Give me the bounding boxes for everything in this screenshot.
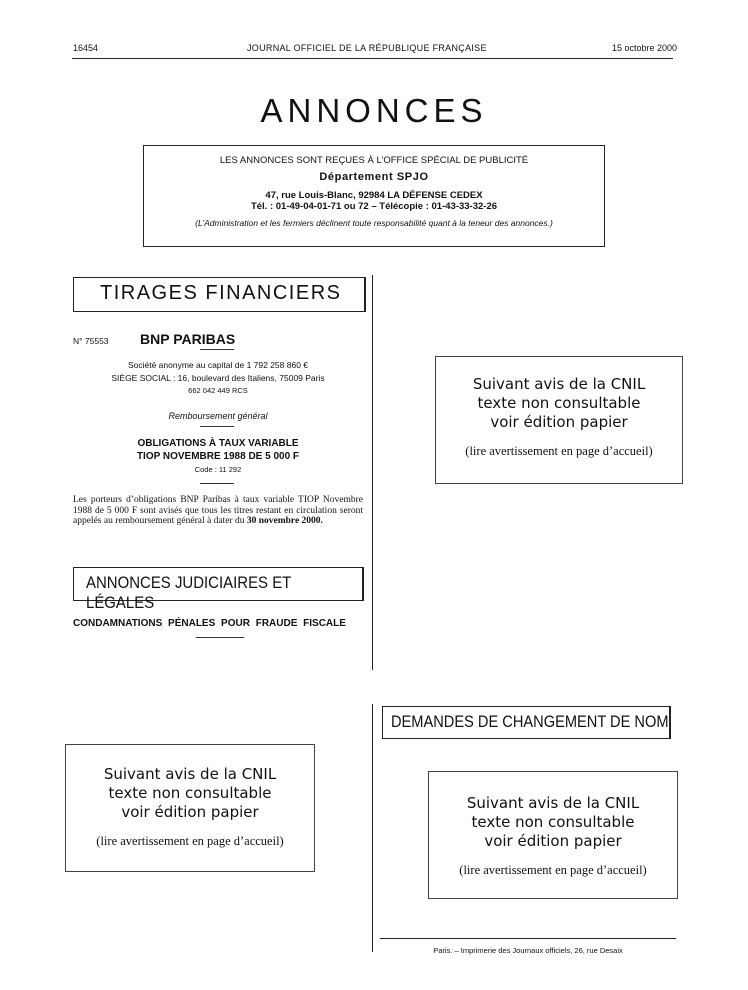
separator <box>200 483 234 484</box>
cnil-line-2: texte non consultable <box>471 813 635 831</box>
cnil-line-2: texte non consultable <box>108 784 272 802</box>
bond-title <box>73 438 363 474</box>
notice-number: N° 75553 <box>73 336 109 346</box>
section-title: TIRAGES FINANCIERS <box>100 282 342 304</box>
section-title: ANNONCES JUDICIAIRES ET LÉGALES <box>86 573 292 612</box>
printer-footer: Paris. – Imprimerie des Journaux officiels, 26, rue Desaix <box>433 946 623 955</box>
bond-issue: TIOP NOVEMBRE 1988 DE 5 000 F <box>136 451 300 462</box>
info-line: LES ANNONCES SONT REÇUES À L’OFFICE SPÉCIAL DE PUBLICITÉ <box>219 155 529 166</box>
cnil-line-3: voir édition papier <box>121 803 259 821</box>
capital-line: Société anonyme au capital de 1 792 258 860 € <box>127 360 309 370</box>
separator <box>200 349 234 350</box>
cnil-note: (lire avertissement en page d’accueil) <box>96 834 284 848</box>
section-heading-changement-nom <box>382 706 671 739</box>
advertising-office-box <box>143 145 605 247</box>
cnil-line-1: Suivant avis de la CNIL <box>466 794 640 812</box>
cnil-line-3: voir édition papier <box>490 413 628 431</box>
department-name: Département SPJO <box>319 171 429 183</box>
cnil-notice <box>428 771 678 899</box>
notice-body <box>73 495 363 527</box>
head-office-line: SIÈGE SOCIAL : 16, boulevard des Italiens, 75009 Paris <box>111 373 325 383</box>
section-title: DEMANDES DE CHANGEMENT DE NOM <box>391 712 669 731</box>
cnil-notice <box>65 744 315 872</box>
column-divider <box>372 275 373 670</box>
bond-type: OBLIGATIONS À TAUX VARIABLE <box>137 438 299 449</box>
cnil-note: (lire avertissement en page d’accueil) <box>465 444 653 458</box>
page-title: ANNONCES <box>260 92 488 129</box>
notice-type: Remboursement général <box>168 411 268 421</box>
office-phones: Tél. : 01-49-04-01-71 ou 72 – Télécopie : 01-43-33-32-26 <box>250 201 498 212</box>
company-details <box>73 360 363 395</box>
cnil-note: (lire avertissement en page d’accueil) <box>459 863 647 877</box>
rcs-line: 662 042 449 RCS <box>188 386 248 395</box>
journal-title: JOURNAL OFFICIEL DE LA RÉPUBLIQUE FRANÇAISE <box>247 43 487 53</box>
notice-text: Les porteurs d’obligations BNP Paribas à taux variable TIOP Novembre 1988 de 5 000 F sont avisés que tous les titres restant en circulation seront appelés au remboursement général à dater du <box>73 495 363 526</box>
subsection-title: CONDAMNATIONS PÉNALES POUR FRAUDE FISCALE <box>73 618 346 629</box>
separator <box>196 637 244 638</box>
notice-date: 30 novembre 2000. <box>246 516 323 526</box>
cnil-line-3: voir édition papier <box>484 832 622 850</box>
cnil-line-1: Suivant avis de la CNIL <box>103 765 277 783</box>
section-heading-judiciaires <box>73 567 364 612</box>
issue-date: 15 octobre 2000 <box>612 43 678 53</box>
separator <box>200 426 234 427</box>
bond-code: Code : 11 292 <box>194 465 242 474</box>
cnil-line-1: Suivant avis de la CNIL <box>472 375 646 393</box>
header-rule <box>72 58 673 59</box>
page-number: 16454 <box>73 43 99 53</box>
company-name: BNP PARIBAS <box>140 331 236 347</box>
section-heading-tirages <box>73 277 366 312</box>
column-divider <box>372 704 373 952</box>
cnil-notice <box>435 356 683 484</box>
footer-rule <box>380 938 676 939</box>
disclaimer: (L’Administration et les fermiers déclinent toute responsabilité quant à la teneur des annonces.) <box>195 218 553 228</box>
cnil-line-2: texte non consultable <box>477 394 641 412</box>
office-address: 47, rue Louis-Blanc, 92984 LA DÉFENSE CEDEX <box>265 190 483 201</box>
